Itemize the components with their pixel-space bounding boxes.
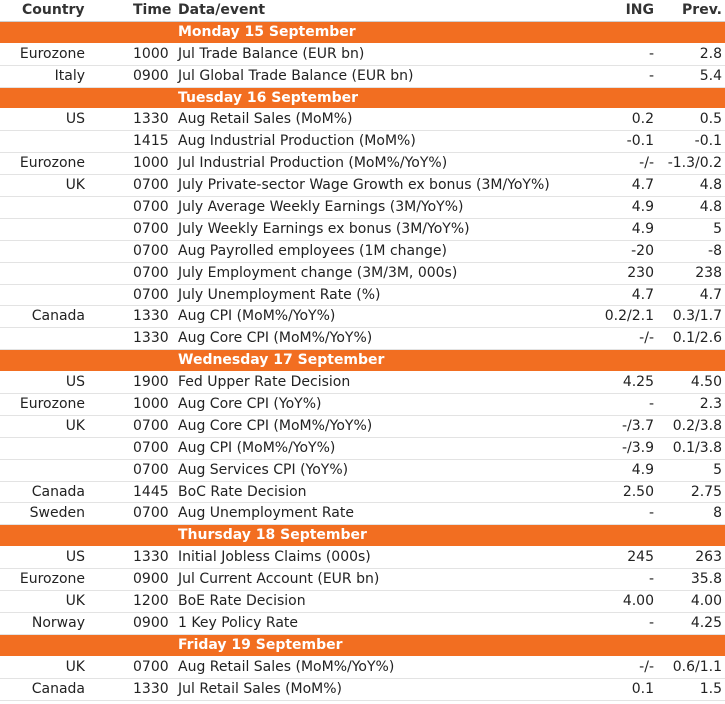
event-cell: Aug Unemployment Rate <box>178 505 354 522</box>
ing-forecast-cell: 4.00 <box>622 593 654 610</box>
time-cell: 1330 <box>133 308 169 325</box>
event-cell: Aug Core CPI (MoM%/YoY%) <box>178 330 373 347</box>
time-cell: 0700 <box>133 264 169 281</box>
day-banner <box>0 635 725 657</box>
header-prev: Prev. <box>682 2 722 18</box>
table-row <box>0 482 725 504</box>
previous-value-cell: 0.3/1.7 <box>672 308 722 325</box>
event-cell: Jul Trade Balance (EUR bn) <box>178 45 365 62</box>
event-cell: Aug Industrial Production (MoM%) <box>178 133 416 150</box>
time-cell: 1200 <box>133 593 169 610</box>
table-row <box>0 66 725 88</box>
time-cell: 1000 <box>133 396 169 413</box>
ing-forecast-cell: -/3.9 <box>621 439 654 456</box>
ing-forecast-cell: 0.2/2.1 <box>604 308 654 325</box>
previous-value-cell: 4.00 <box>690 593 722 610</box>
table-row <box>0 460 725 482</box>
event-cell: Jul Industrial Production (MoM%/YoY%) <box>178 155 448 172</box>
event-cell: Aug CPI (MoM%/YoY%) <box>178 439 336 456</box>
event-cell: Aug Core CPI (MoM%/YoY%) <box>178 417 373 434</box>
previous-value-cell: 8 <box>713 505 722 522</box>
ing-forecast-cell: -/- <box>639 658 654 675</box>
time-cell: 1415 <box>133 133 169 150</box>
country-cell: UK <box>65 417 85 434</box>
ing-forecast-cell: -/- <box>639 155 654 172</box>
event-cell: Jul Retail Sales (MoM%) <box>178 680 343 697</box>
ing-forecast-cell: 4.7 <box>631 286 654 303</box>
event-cell: 1 Key Policy Rate <box>178 614 299 631</box>
ing-forecast-cell: 0.1 <box>631 680 654 697</box>
day-label: Monday 15 September <box>178 23 356 40</box>
ing-forecast-cell: -/- <box>639 330 654 347</box>
previous-value-cell: -1.3/0.2 <box>667 155 722 172</box>
previous-value-cell: 4.8 <box>699 177 722 194</box>
day-label: Tuesday 16 September <box>178 89 358 106</box>
table-row <box>0 416 725 438</box>
event-cell: July Unemployment Rate (%) <box>178 286 381 303</box>
ing-forecast-cell: - <box>648 67 654 84</box>
time-cell: 0700 <box>133 417 169 434</box>
day-label: Thursday 18 September <box>178 527 367 544</box>
event-cell: July Employment change (3M/3M, 000s) <box>178 264 458 281</box>
time-cell: 0900 <box>133 571 169 588</box>
day-banner <box>0 525 725 547</box>
table-row <box>0 569 725 591</box>
table-row <box>0 613 725 635</box>
table-row <box>0 285 725 307</box>
country-cell: Sweden <box>29 505 85 522</box>
country-cell: UK <box>65 658 85 675</box>
country-cell: Canada <box>31 308 85 325</box>
table-row <box>0 44 725 66</box>
ing-forecast-cell: - <box>648 396 654 413</box>
table-row <box>0 328 725 350</box>
day-label: Friday 19 September <box>178 636 343 653</box>
time-cell: 1445 <box>133 483 169 500</box>
event-cell: Aug Core CPI (YoY%) <box>178 396 322 413</box>
table-body <box>0 22 725 701</box>
country-cell: Canada <box>31 483 85 500</box>
previous-value-cell: 35.8 <box>690 571 722 588</box>
time-cell: 0700 <box>133 505 169 522</box>
time-cell: 0900 <box>133 614 169 631</box>
event-cell: July Average Weekly Earnings (3M/YoY%) <box>178 199 464 216</box>
table-row <box>0 263 725 285</box>
ing-forecast-cell: -20 <box>631 242 654 259</box>
day-label: Wednesday 17 September <box>178 352 385 369</box>
ing-forecast-cell: 4.9 <box>631 199 654 216</box>
event-cell: BoC Rate Decision <box>178 483 307 500</box>
ing-forecast-cell: 4.25 <box>622 374 654 391</box>
table-row <box>0 175 725 197</box>
table-header <box>0 0 725 22</box>
time-cell: 0700 <box>133 461 169 478</box>
country-cell: US <box>65 374 85 391</box>
event-cell: July Private-sector Wage Growth ex bonus (3M/YoY%) <box>178 177 550 194</box>
day-banner <box>0 350 725 372</box>
table-row <box>0 591 725 613</box>
event-cell: Initial Jobless Claims (000s) <box>178 549 371 566</box>
table-row <box>0 547 725 569</box>
event-cell: BoE Rate Decision <box>178 593 306 610</box>
header-country: Country <box>22 2 85 18</box>
ing-forecast-cell: 4.9 <box>631 461 654 478</box>
time-cell: 1330 <box>133 549 169 566</box>
time-cell: 1330 <box>133 330 169 347</box>
table-row <box>0 679 725 701</box>
previous-value-cell: 5 <box>713 220 722 237</box>
ing-forecast-cell: 2.50 <box>622 483 654 500</box>
ing-forecast-cell: - <box>648 505 654 522</box>
ing-forecast-cell: 4.7 <box>631 177 654 194</box>
event-cell: Fed Upper Rate Decision <box>178 374 351 391</box>
time-cell: 1330 <box>133 111 169 128</box>
event-cell: Aug CPI (MoM%/YoY%) <box>178 308 336 325</box>
country-cell: Eurozone <box>19 45 85 62</box>
table-row <box>0 241 725 263</box>
event-cell: Aug Retail Sales (MoM%/YoY%) <box>178 658 395 675</box>
table-row <box>0 131 725 153</box>
event-cell: Jul Global Trade Balance (EUR bn) <box>178 67 414 84</box>
table-row <box>0 219 725 241</box>
previous-value-cell: 4.7 <box>699 286 722 303</box>
table-row <box>0 306 725 328</box>
table-row <box>0 394 725 416</box>
previous-value-cell: 4.8 <box>699 199 722 216</box>
ing-forecast-cell: -0.1 <box>626 133 654 150</box>
time-cell: 0700 <box>133 439 169 456</box>
time-cell: 0900 <box>133 67 169 84</box>
previous-value-cell: 4.50 <box>690 374 722 391</box>
ing-forecast-cell: 0.2 <box>631 111 654 128</box>
time-cell: 0700 <box>133 242 169 259</box>
previous-value-cell: 2.8 <box>699 45 722 62</box>
ing-forecast-cell: 4.9 <box>631 220 654 237</box>
country-cell: Italy <box>54 67 85 84</box>
ing-forecast-cell: - <box>648 45 654 62</box>
event-cell: Aug Payrolled employees (1M change) <box>178 242 447 259</box>
country-cell: UK <box>65 593 85 610</box>
previous-value-cell: 0.6/1.1 <box>672 658 722 675</box>
country-cell: Canada <box>31 680 85 697</box>
header-time: Time <box>133 2 172 18</box>
previous-value-cell: 2.3 <box>699 396 722 413</box>
previous-value-cell: 2.75 <box>690 483 722 500</box>
table-row <box>0 503 725 525</box>
table-row <box>0 438 725 460</box>
ing-forecast-cell: 245 <box>627 549 654 566</box>
event-cell: Jul Current Account (EUR bn) <box>178 571 380 588</box>
ing-forecast-cell: -/3.7 <box>621 417 654 434</box>
country-cell: US <box>65 549 85 566</box>
table-row <box>0 197 725 219</box>
previous-value-cell: -0.1 <box>694 133 722 150</box>
event-cell: Aug Retail Sales (MoM%) <box>178 111 353 128</box>
previous-value-cell: 0.5 <box>699 111 722 128</box>
ing-forecast-cell: - <box>648 614 654 631</box>
time-cell: 1000 <box>133 155 169 172</box>
time-cell: 1900 <box>133 374 169 391</box>
event-cell: July Weekly Earnings ex bonus (3M/YoY%) <box>178 220 470 237</box>
previous-value-cell: -8 <box>708 242 722 259</box>
table-row <box>0 109 725 131</box>
previous-value-cell: 5.4 <box>699 67 722 84</box>
country-cell: US <box>65 111 85 128</box>
previous-value-cell: 1.5 <box>699 680 722 697</box>
time-cell: 1330 <box>133 680 169 697</box>
previous-value-cell: 263 <box>695 549 722 566</box>
time-cell: 0700 <box>133 658 169 675</box>
country-cell: Norway <box>31 614 85 631</box>
ing-forecast-cell: - <box>648 571 654 588</box>
previous-value-cell: 4.25 <box>690 614 722 631</box>
day-banner <box>0 88 725 110</box>
time-cell: 0700 <box>133 177 169 194</box>
previous-value-cell: 0.1/3.8 <box>672 439 722 456</box>
country-cell: Eurozone <box>19 396 85 413</box>
day-banner <box>0 22 725 44</box>
time-cell: 0700 <box>133 220 169 237</box>
previous-value-cell: 5 <box>713 461 722 478</box>
previous-value-cell: 0.2/3.8 <box>672 417 722 434</box>
table-row <box>0 153 725 175</box>
header-event: Data/event <box>178 2 266 18</box>
country-cell: Eurozone <box>19 155 85 172</box>
country-cell: UK <box>65 177 85 194</box>
table-row <box>0 372 725 394</box>
time-cell: 0700 <box>133 199 169 216</box>
time-cell: 1000 <box>133 45 169 62</box>
previous-value-cell: 238 <box>695 264 722 281</box>
event-cell: Aug Services CPI (YoY%) <box>178 461 349 478</box>
previous-value-cell: 0.1/2.6 <box>672 330 722 347</box>
header-ing: ING <box>625 2 654 18</box>
ing-forecast-cell: 230 <box>627 264 654 281</box>
time-cell: 0700 <box>133 286 169 303</box>
country-cell: Eurozone <box>19 571 85 588</box>
table-row <box>0 657 725 679</box>
